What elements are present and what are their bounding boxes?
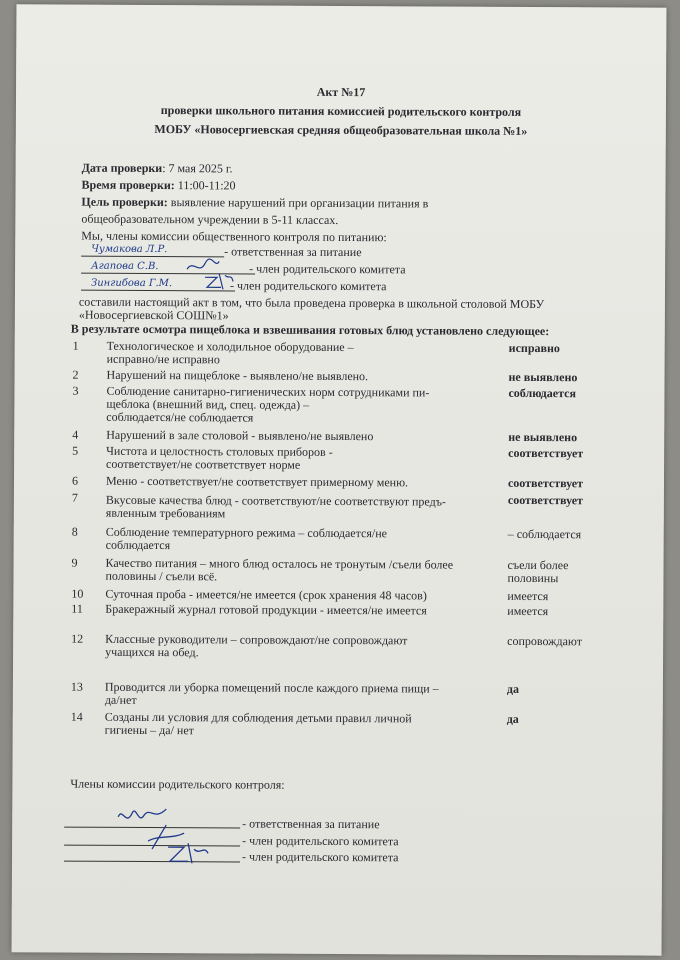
- footer-role-3: - член родительского комитета: [241, 849, 399, 865]
- footer-sig-line-3: [64, 861, 240, 863]
- item-text-2: щеблока (внешний вид, спец. одежда) –: [106, 396, 310, 412]
- item-number: 5: [72, 443, 79, 458]
- item-text-2: гигиены – да/ нет: [104, 722, 194, 738]
- item-number: 10: [71, 586, 84, 601]
- item-text: Классные руководители – сопровождают/не сопровождают: [105, 631, 408, 648]
- item-text: Бракеражный журнал готовой продукции - имеется/не имеется: [105, 601, 427, 618]
- goal-line: [81, 196, 428, 211]
- item-text: Чистота и целостность столовых приборов -: [106, 443, 333, 459]
- item-number: 8: [71, 524, 78, 539]
- item-text: Проводится ли уборка помещений после каждого приема пищи –: [104, 679, 439, 696]
- item-value: соответствует: [508, 445, 584, 461]
- item-number: 13: [70, 679, 83, 694]
- item-value: имеется: [507, 588, 549, 604]
- item-value: не выявлено: [508, 369, 578, 385]
- member-2-role: - член родительского комитета: [249, 261, 406, 277]
- time-value: 11:00-11:20: [174, 178, 236, 193]
- time-line: [82, 179, 236, 193]
- item-value: исправно: [508, 340, 560, 356]
- results-heading: В результате осмотра пищеблока и взвешивания готовых блюд установлено следующее:: [70, 321, 550, 339]
- date-line: [82, 162, 233, 176]
- item-number: 6: [71, 473, 79, 488]
- footer-signature-3: [162, 839, 212, 867]
- item-text: Суточная проба - имеется/не имеется (срок хранения 48 часов): [105, 586, 427, 603]
- item-text: Созданы ли условия для соблюдения детьми правил личной: [104, 709, 412, 726]
- item-text-2: соблюдается: [105, 537, 171, 553]
- footer-members-label: Члены комиссии родительского контроля:: [70, 776, 285, 792]
- item-text: Соблюдение санитарно-гигиенических норм сотрудниками пи-: [106, 383, 430, 400]
- item-value: имеется: [507, 603, 549, 619]
- item-value: соответствует: [507, 492, 583, 508]
- item-value-2: половины: [507, 570, 559, 586]
- item-text: Нарушений на пищеблоке - выявлено/не выявлено.: [106, 367, 369, 384]
- item-number: 1: [72, 338, 79, 353]
- member-3-handwritten: Зингибова Г.М.: [90, 277, 173, 290]
- statement-line-1: составили настоящий акт в том, что была проведена проверка в школьной столовой МОБУ: [78, 294, 545, 312]
- member-3-role: - член родительского комитета: [229, 278, 387, 294]
- act-title: Акт №17: [316, 84, 366, 100]
- goal-value: выявление нарушений при организации питания в: [167, 195, 429, 211]
- commission-intro: Мы, члены комиссии общественного контроля по питанию:: [81, 228, 387, 245]
- goal-line-2: общеобразовательном учреждении в 5-11 классах.: [81, 211, 339, 227]
- item-text-2: соответствует/не соответствует норме: [106, 456, 301, 472]
- item-text-2: половины / съели всё.: [105, 568, 218, 584]
- school-name: МОБУ «Новосергиевская средняя общеобразовательная школа №1»: [154, 122, 528, 138]
- item-number: 2: [72, 367, 79, 382]
- item-text: Нарушений в зале столовой - выявлено/не выявлено: [106, 427, 374, 444]
- statement-line-2: «Новосергиевской СОШ№1»: [78, 307, 229, 323]
- item-number: 11: [71, 601, 83, 616]
- document-sheet: [12, 4, 667, 955]
- item-text-2: да/нет: [104, 692, 137, 707]
- item-text-2: явленным требованиям: [105, 505, 226, 521]
- item-value: соблюдается: [508, 385, 576, 401]
- item-value: не выявлено: [508, 429, 578, 445]
- time-label: Время проверки:: [81, 177, 175, 193]
- footer-role-2: - член родительского комитета: [242, 833, 399, 849]
- item-value: да: [506, 681, 520, 696]
- item-number: 12: [71, 631, 84, 646]
- item-text: Соблюдение температурного режима – соблюдается/не: [105, 524, 388, 541]
- item-number: 4: [72, 427, 79, 442]
- item-number: 9: [71, 555, 78, 570]
- act-subtitle: проверки школьного питания комиссией родительского контроля: [160, 103, 522, 119]
- item-value: – соблюдается: [507, 526, 582, 542]
- member-1-role: - ответственная за питание: [224, 244, 362, 260]
- item-value: соответствует: [507, 475, 584, 491]
- item-text-2: исправно/не исправно: [106, 351, 220, 367]
- member-1-handwritten: Чумакова Л.Р.: [91, 243, 168, 256]
- item-text: Вкусовые качества блюд - соответствуют/не соответствуют предъ-: [105, 492, 446, 509]
- item-value: съели более: [507, 557, 569, 573]
- item-number: 7: [71, 490, 78, 505]
- item-text-3: соблюдается/не соблюдается: [106, 409, 254, 425]
- item-text: Технологическое и холодильное оборудование –: [106, 338, 354, 355]
- item-text: Меню - соответствует/не соответствует примерному меню.: [105, 473, 409, 490]
- item-number: 14: [70, 709, 83, 724]
- goal-label: Цель проверки:: [81, 194, 168, 210]
- item-text-2: учащихся на обед.: [105, 644, 199, 660]
- date-value: : 7 мая 2025 г.: [162, 161, 233, 176]
- item-value: да: [506, 711, 519, 726]
- item-number: 3: [72, 383, 79, 398]
- item-text: Качество питания – много блюд осталось не тронутым /съели более: [105, 555, 454, 572]
- item-value: сопровождают: [507, 633, 583, 649]
- member-2-handwritten: Агапова С.В.: [91, 260, 159, 273]
- date-label: Дата проверки: [81, 160, 163, 176]
- footer-role-1: - ответственная за питание: [242, 816, 380, 832]
